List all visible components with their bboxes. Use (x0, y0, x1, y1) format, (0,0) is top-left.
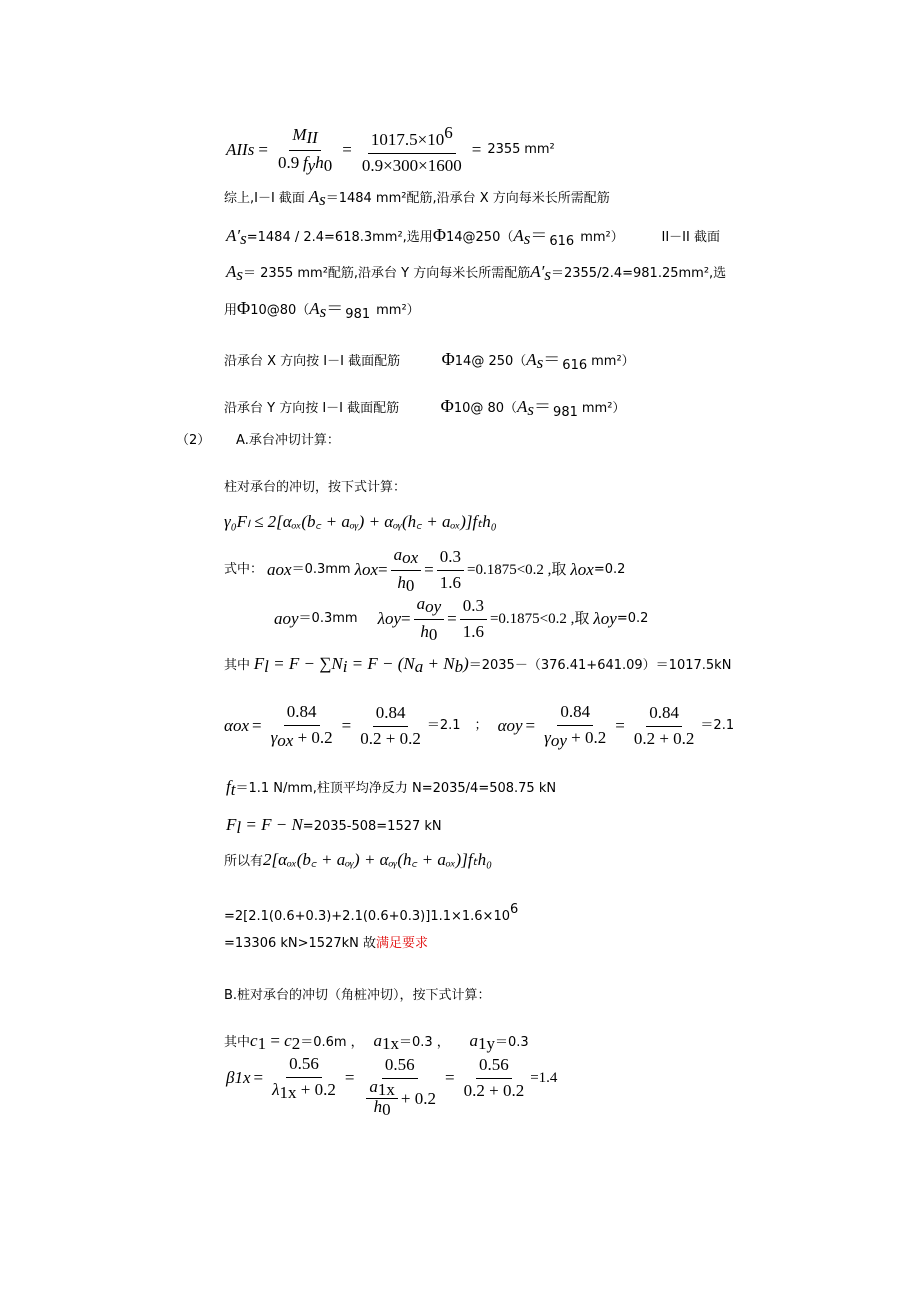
highlight: 满足要求 (376, 936, 429, 951)
lambda: λ (354, 560, 362, 579)
formula-aIIs (226, 120, 555, 180)
den: 1.6 (462, 621, 484, 641)
sub: t (230, 780, 236, 799)
num: a (393, 544, 403, 564)
den-b: f (302, 152, 308, 172)
unit: mm²） (580, 230, 624, 245)
result: ＝2.1 (426, 718, 461, 733)
sub: oy (506, 716, 523, 735)
a1: a (373, 1031, 382, 1050)
summary-x (224, 349, 635, 376)
eq-sign: = (251, 716, 262, 735)
ft-line (226, 777, 556, 800)
eq-sign: = (258, 140, 268, 159)
result: ＝2.1 (700, 718, 735, 733)
val: ＝0.3mm (291, 562, 351, 577)
sub: ox (361, 560, 378, 579)
mid: = F − ∑N (268, 654, 343, 673)
mid: ) (463, 654, 469, 673)
num: 0.3 (462, 595, 484, 615)
eq-sign: = (471, 140, 482, 159)
sub: b (454, 657, 464, 676)
den: + 0.2 (293, 727, 333, 747)
var: A (526, 350, 537, 369)
eq: = (266, 1031, 285, 1050)
text: =2[2.1(0.6+0.3)+2.1(0.6+0.3)]1.1×1.6×10 (224, 909, 510, 924)
val: ＝0.6m ， (300, 1035, 364, 1050)
num: 0.84 (560, 701, 591, 721)
var: A′ (530, 262, 545, 281)
para-selection-x (226, 225, 720, 252)
sub: oy (600, 609, 617, 628)
fraction (437, 546, 464, 595)
val: ＝0.3mm (298, 611, 358, 626)
num: 0.84 (649, 702, 679, 722)
lambda: λ (570, 560, 578, 579)
para-selection-y (226, 262, 726, 285)
para-summary-1 (224, 187, 610, 210)
sub: ox (402, 547, 419, 567)
section-number: （2） (176, 433, 211, 448)
den: 0.2 + 0.2 (463, 1080, 525, 1100)
val: 616 (549, 234, 575, 249)
text: ＝2355/2.4=981.25mm²,选 (550, 266, 727, 281)
result: =1.4 (530, 1070, 558, 1086)
text: ＝ 2355 mm²配筋,沿承台 Y 方向每米长所需配筋 (243, 266, 531, 281)
var: A (226, 262, 237, 281)
text: 10@80（ (250, 303, 310, 318)
sub: s (236, 265, 244, 284)
rest: =0.1875<0.2 ,取 (489, 611, 590, 627)
title: B.桩对承台的冲切（角桩冲切），按下式计算： (224, 988, 491, 1003)
phi-icon: Φ (440, 396, 454, 416)
sub: 1y (478, 1034, 495, 1053)
so-line (224, 850, 492, 872)
num: 0.56 (479, 1054, 509, 1074)
fraction (414, 593, 445, 646)
num: 0.56 (289, 1053, 319, 1073)
sup: 6 (510, 902, 519, 917)
eq-sign: = (341, 716, 352, 735)
den: 1.6 (439, 572, 461, 592)
sub: ox (275, 560, 292, 579)
f: f (226, 777, 231, 796)
sub: s (319, 302, 327, 321)
eq: ＝ (534, 397, 552, 416)
bar: 14@ 250（ (454, 354, 527, 369)
fraction (391, 544, 422, 597)
label: 所以有 (224, 854, 264, 869)
var: A (309, 299, 320, 318)
sub: oy (425, 596, 442, 616)
fraction (268, 701, 336, 752)
sub: a (414, 657, 424, 676)
rest: =2035-508=1527 kN (302, 819, 442, 834)
eq-sign: = (424, 560, 434, 579)
sub: ox (232, 716, 249, 735)
eq-sign: = (342, 140, 352, 159)
fraction (357, 702, 424, 751)
den: + 0.2 (566, 727, 607, 747)
sub: s (544, 265, 551, 284)
label: 沿承台 X 方向按 I－I 截面配筋 (224, 354, 401, 369)
alpha: α (224, 716, 233, 735)
sub: IIs (236, 140, 255, 159)
punch-intro (224, 477, 406, 498)
fl2-line (226, 815, 442, 838)
den: 0.9×300×1600 (361, 156, 462, 175)
eq: ＝ (530, 226, 548, 245)
num: 0.84 (286, 701, 317, 721)
sub: s (536, 353, 544, 372)
val: ＝0.3 (495, 1035, 529, 1050)
num: 0.56 (384, 1055, 415, 1074)
phi-icon: Φ (441, 349, 455, 369)
unit: mm²） (581, 401, 626, 416)
text: 用 (224, 303, 238, 318)
text: ＝1.1 N/mm,柱顶平均净反力 N=2035/4=508.75 kN (235, 781, 557, 796)
calc-line-2 (224, 933, 428, 954)
alpha: α (497, 716, 507, 735)
den: γ (270, 727, 278, 747)
val: 616 (562, 358, 588, 373)
num: M (292, 124, 307, 144)
val: 981 (345, 307, 371, 322)
den: h (397, 572, 406, 592)
num: a (369, 1077, 378, 1096)
c2: c (284, 1031, 292, 1050)
var: A (513, 226, 524, 245)
fraction-m-over (275, 124, 335, 177)
c-line (224, 1031, 529, 1054)
sub: 0 (405, 575, 415, 595)
sub: oy (384, 609, 401, 628)
sub: l (264, 657, 269, 676)
fraction (541, 701, 609, 752)
text: 14@250（ (445, 230, 514, 245)
text: =1484 / 2.4=618.3mm²,选用 (246, 230, 433, 245)
sub: 0 (382, 1100, 391, 1119)
eq-sign: = (253, 1068, 264, 1087)
punch-formula (224, 512, 497, 533)
fl-line (224, 654, 731, 677)
var: a (267, 560, 276, 579)
rest: =0.2 (616, 611, 649, 626)
sub: 1x (279, 1082, 297, 1102)
sub: ox (577, 560, 594, 579)
fraction (269, 1053, 339, 1104)
sub: ox (277, 730, 294, 750)
sub: s (527, 400, 535, 419)
part-b-title (224, 985, 491, 1006)
formula: 2[αₒₓ(b꜀ + aₒᵧ) + αₒᵧ(h꜀ + aₒₓ)]fₜh₀ (263, 850, 492, 869)
sub: s (523, 229, 531, 248)
summary-y (224, 396, 625, 423)
beta-line (226, 1052, 557, 1128)
label: 式中： (224, 562, 264, 577)
var: a (274, 609, 283, 628)
sub: 1x (381, 1034, 399, 1053)
unit: mm²） (376, 303, 420, 318)
var: A′ (226, 226, 241, 245)
f: F (226, 815, 237, 834)
where-y (274, 593, 649, 644)
num: a (416, 593, 426, 613)
den: 0.2 + 0.2 (360, 728, 421, 748)
sub: s (240, 229, 247, 248)
fraction-values (359, 122, 465, 178)
val: ＝0.3 ， (398, 1035, 450, 1050)
eq: ＝ (543, 350, 561, 369)
rest: ＝2035－（376.41+641.09）＝1017.5kN (468, 658, 732, 673)
lambda: λ (377, 609, 385, 628)
beta: β (226, 1068, 235, 1087)
section-title: A.承台冲切计算： (236, 433, 340, 448)
sub: 2 (291, 1034, 301, 1053)
c1: c (250, 1031, 258, 1050)
text: ＝1484 mm²配筋,沿承台 X 方向每米长所需配筋 (325, 191, 610, 206)
rest: =0.1875<0.2 ,取 (466, 562, 567, 578)
eq: ＝ (326, 299, 344, 318)
formula: γ₀Fₗ ≤ 2[αₒₓ(b꜀ + aₒᵧ) + αₒᵧ(h꜀ + aₒₓ)]fₜh₀ (224, 512, 497, 531)
val: 981 (553, 405, 578, 420)
fraction-nested (360, 1054, 439, 1117)
sub: l (236, 818, 242, 837)
phi-icon: Φ (432, 225, 446, 245)
result: 2355 (487, 142, 521, 157)
lambda: λ (593, 609, 601, 628)
label: 沿承台 Y 方向按 I－I 截面配筋 (224, 401, 400, 416)
fraction (461, 1054, 528, 1103)
sub: oy (282, 609, 299, 628)
label: 其中 (224, 1035, 251, 1050)
den: + 0.2 (400, 1088, 437, 1108)
sub: oy (550, 730, 567, 750)
den: h (420, 621, 429, 641)
mid: + N (423, 654, 455, 673)
alpha-line (224, 700, 734, 752)
rest: =0.2 (593, 562, 626, 577)
num: 0.3 (439, 546, 461, 566)
label: 其中 (224, 658, 251, 673)
sub: y (307, 155, 316, 175)
var: A (308, 187, 320, 206)
sub: II (306, 127, 318, 147)
den: 0.2 + 0.2 (633, 728, 695, 748)
var: A (517, 397, 528, 416)
den: λ (272, 1079, 280, 1099)
num: 1017.5×10 (370, 130, 445, 149)
text: 柱对承台的冲切，按下式计算： (224, 480, 407, 495)
sub: i (342, 657, 348, 676)
den: + 0.2 (296, 1079, 336, 1099)
sub: s (319, 190, 326, 209)
sub: 1x (377, 1080, 395, 1099)
mid: = F − (N (347, 654, 415, 673)
fraction (631, 702, 698, 751)
calc-line-1 (224, 900, 518, 927)
eq-sign: = (344, 1068, 355, 1087)
eq: = (400, 609, 411, 628)
den: h (373, 1097, 383, 1116)
where-x (224, 544, 626, 595)
den-a: 0.9 (277, 152, 300, 172)
var-a: A (226, 140, 237, 159)
inner-fraction (366, 1077, 398, 1119)
eq-sign: = (525, 716, 536, 735)
fraction (460, 595, 487, 644)
eq: = (378, 560, 388, 579)
eq-sign: = (447, 609, 457, 628)
text: =13306 kN>1527kN 故 (224, 936, 376, 951)
unit: mm²） (591, 354, 635, 369)
text: 综上,I－I 截面 (224, 191, 305, 206)
f: F (253, 654, 265, 673)
bar: 10@ 80（ (453, 401, 518, 416)
a2: a (469, 1031, 478, 1050)
mid: = F − N (241, 815, 303, 834)
den: γ (544, 727, 551, 747)
eq-sign: = (445, 1068, 455, 1087)
sub: 0 (428, 624, 438, 644)
para-selection-y2 (224, 298, 420, 325)
sup: 6 (444, 123, 453, 142)
eq-sign: = (615, 716, 625, 735)
num: 0.84 (375, 702, 406, 722)
section-ii: II－II 截面 (661, 230, 720, 245)
sub: 1 (257, 1034, 267, 1053)
den-c: h (315, 152, 324, 172)
unit: mm² (524, 142, 555, 157)
sub: 0 (323, 155, 333, 175)
sub: 1x (234, 1068, 251, 1087)
separator: ； (474, 718, 488, 733)
section-2-heading (176, 430, 340, 451)
phi-icon: Φ (237, 298, 251, 318)
